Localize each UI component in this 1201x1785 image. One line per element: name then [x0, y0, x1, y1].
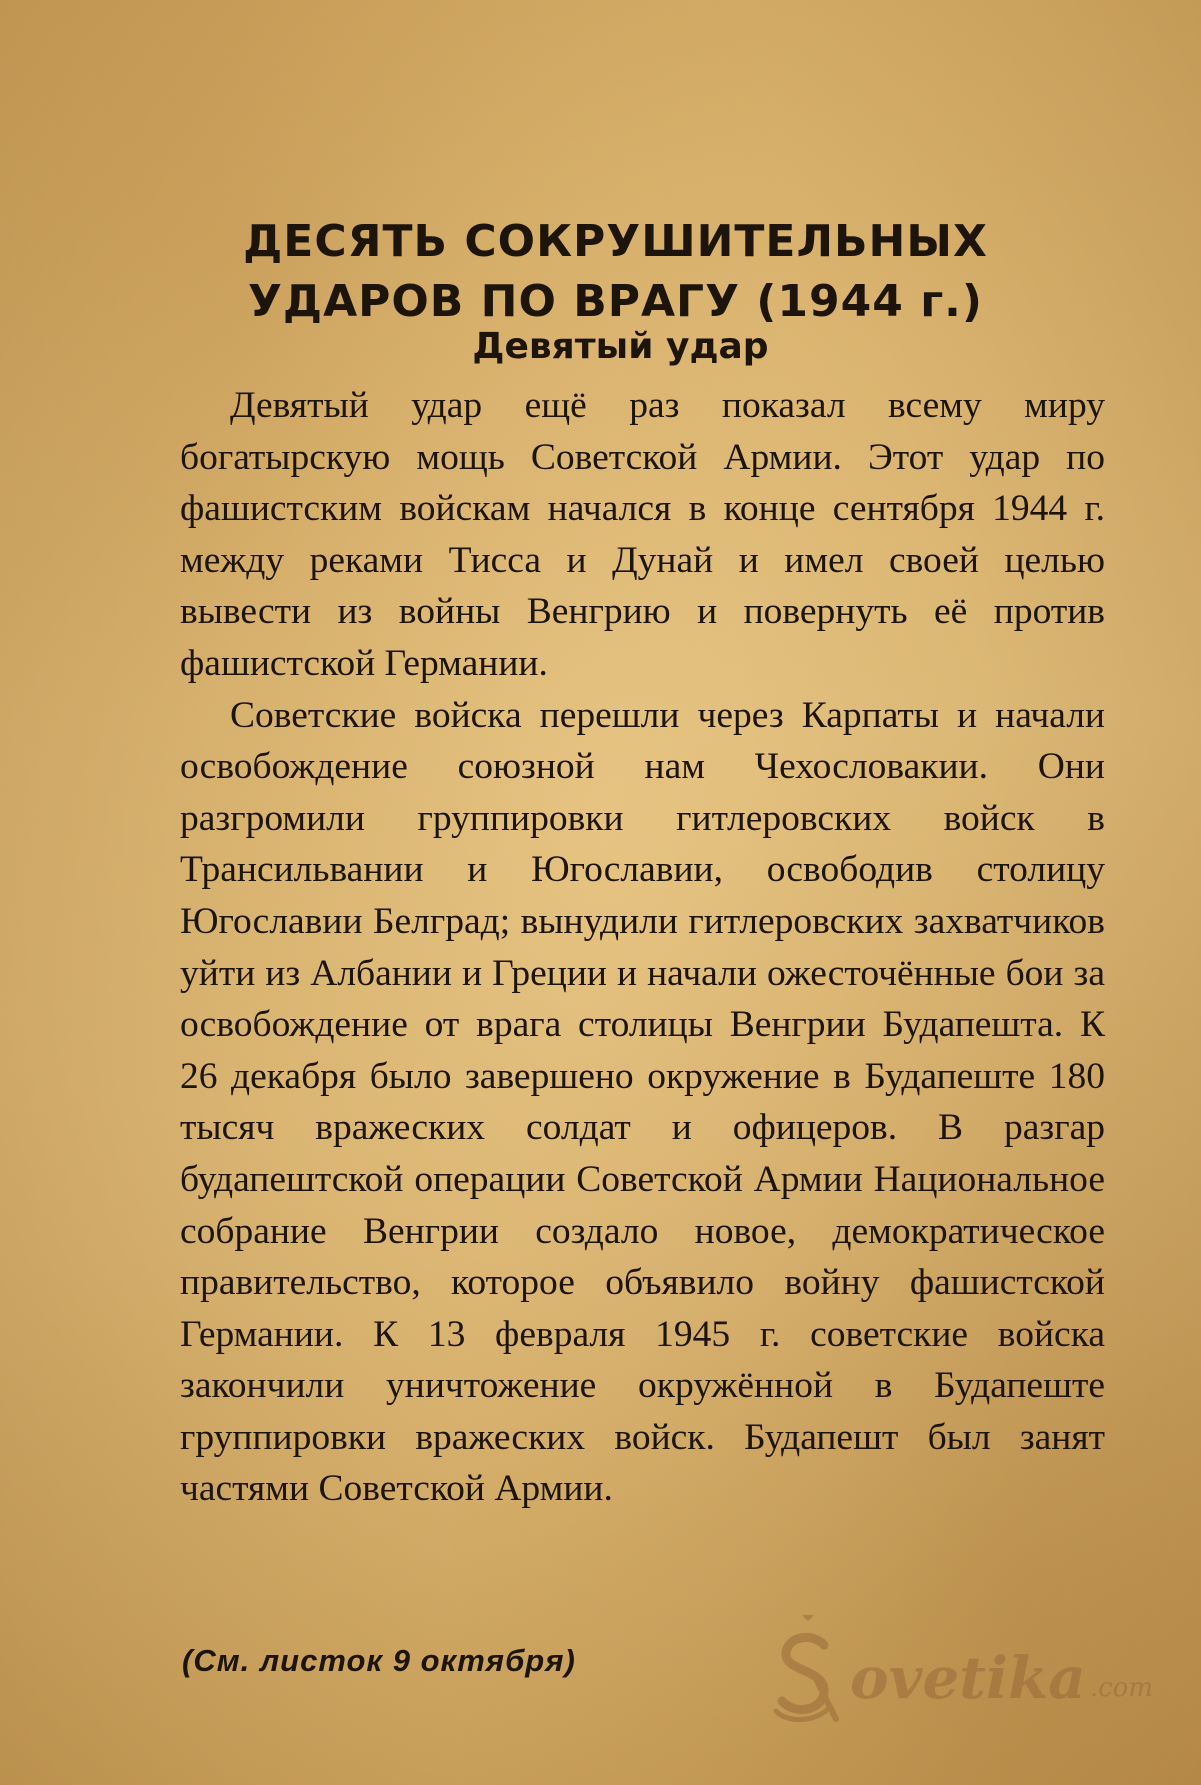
watermark-text: ovetika [849, 1644, 1086, 1712]
watermark-domain: .com [1089, 1673, 1153, 1703]
document-subtitle: Девятый удар [472, 326, 769, 367]
title-line-2: УДАРОВ ПО ВРАГУ (1944 г.) [247, 276, 984, 327]
paragraph-2: Советские войска перешли через Карпаты и начали освобождение союзной нам Чехословакии. Они разгромили группировки гитлеровских войск в Трансильвании и Югославии, освободив столицу Югославии Белград; вынудили гитлеровских захватчиков уйти из Албании и Греции и начали ожесточённые бои за освобождение от врага столицы Венгрии Будапешта. К 26 декабря было завершено окружение в Будапеште 180 тысяч вражеских солдат и офицеров. В разгар будапештской операции Советской Армии Национальное собрание Венгрии создало новое, демократическое правительство, которое объявило войну фашистской Германии. К 13 февраля 1945 г. советские войска закончили уничтожение окружённой в Будапеште группировки вражеских войск. Будапешт был занят частями Советской Армии. [180, 694, 1105, 1510]
document-body [180, 380, 1105, 1515]
hammer-sickle-s-logo-icon [764, 1615, 848, 1725]
title-line-1: ДЕСЯТЬ СОКРУШИТЕЛЬНЫХ [243, 216, 988, 267]
reference-note: (См. листок 9 октября) [182, 1643, 576, 1678]
paragraph-1: Девятый удар ещё раз показал всему миру богатырскую мощь Советской Армии. Этот удар по фашистским войскам начался в конце сентября 1944 г. между реками Тисса и Дунай и имел своей целью вывести из войны Венгрию и повернуть её против фашистской Германии. [180, 385, 1105, 684]
document-title [0, 212, 1201, 332]
watermark [764, 1615, 1153, 1725]
